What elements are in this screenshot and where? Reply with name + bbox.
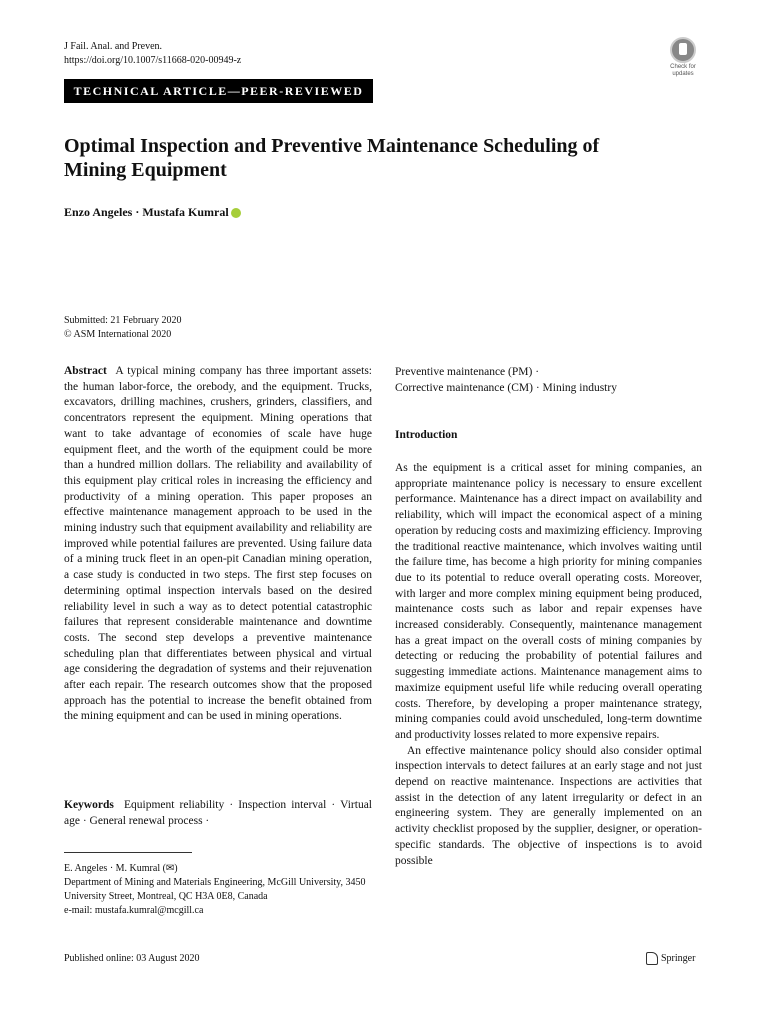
keywords: [64, 798, 372, 829]
crossmark-icon: [670, 37, 696, 63]
copyright: © ASM International 2020: [64, 329, 172, 340]
abstract-text: A typical mining company has three important assets: the human labor-force, the orebody, and the equipment. Trucks, excavators, drilling machines, crushers, grinders, classifiers, and concentrators represent the equipment. Mining operations that want to take advantage of economies of scale have huge equipment fleet, and the worth of the equipment could be more than a hundred million dollars. The reliability and availability of this equipment play critical roles in increasing the efficiency and productivity of a mining operation. This paper proposes an effective maintenance management approach to be used in the mining industry such that equipment availability and reliability are improved while potential failures are prevented. Using failure data of a mining truck fleet in an open-pit Canadian mining operation, a case study is conducted in two steps. The first step focuses on determining optimal inspection intervals based on the desired reliability level in such a way as to detect potential catastrophic failures that represent considerable maintenance and downtime costs. The second step develops a preventive maintenance scheduling plan that differentiates between physical and virtual age considering the degradation of systems and their rejuvenation after each repair. The research outcomes show that the proposed approach has the potential to increase the benefit obtained from the mining equipment and can be used in mining operations.: [64, 365, 372, 723]
publisher-logo: [646, 952, 695, 965]
author-names: Enzo Angeles · Mustafa Kumral: [64, 205, 229, 219]
orcid-icon[interactable]: [231, 208, 241, 218]
doi-link[interactable]: https://doi.org/10.1007/s11668-020-00949-z: [64, 55, 242, 66]
article-title: Optimal Inspection and Preventive Maintenance Scheduling of Mining Equipment: [64, 135, 600, 181]
abstract-label: Abstract: [64, 365, 107, 377]
abstract: [64, 364, 372, 725]
publisher-name: Springer: [661, 952, 696, 964]
affiliation-authors: E. Angeles · M. Kumral (✉): [64, 863, 178, 874]
check-updates-label-1: Check for: [670, 64, 696, 70]
journal-header: [64, 40, 241, 68]
introduction-heading: Introduction: [395, 429, 458, 441]
intro-paragraph-2: An effective maintenance policy should also consider optimal inspection intervals to detect failures at an early stage and not just depend on reactive maintenance. Inspections are activities that assist in the detection of any latent irregularity or defect in an engineering system. They are generally implemented on an activity checklist proposed by the supplier, designer, or operation-specific standards. The objective of inspections is to avoid possible: [395, 744, 702, 867]
author-affiliation: [64, 862, 372, 918]
intro-paragraph-1: As the equipment is a critical asset for mining companies, an appropriate maintenance policy is necessary to ensure excellent performance. Maintenance has a direct impact on availability and reliability, which will impact the economical aspect of a mining operation by reducing costs and maximizing efficiency. Improving the traditional reactive maintenance, which involves waiting until the failure time, has become a high priority for mining companies due to its potential to reduce overall operating costs. Moreover, with larger and more complex mining equipment being produced, maintenance costs such as labor and repair expenses have increased considerably. Consequently, maintenance management has a great impact on the overall costs of mining companies by detecting or reducing the probability of potential failures and suggesting immediate actions. Maintenance management aims to maximize equipment useful life while reducing overall operating costs. Therefore, by developing a proper maintenance strategy, mining companies could avoid unscheduled, long-term downtime and productivity losses related to more expensive repairs.: [395, 462, 702, 741]
keywords-text: Equipment reliability · Inspection interval · Virtual age · General renewal process ·: [64, 799, 372, 827]
check-for-updates-badge[interactable]: [664, 37, 702, 75]
keywords-continued-1: Preventive maintenance (PM) ·: [395, 366, 540, 378]
check-updates-label-2: updates: [672, 71, 694, 77]
keywords-label: Keywords: [64, 799, 114, 811]
keywords-continued: [395, 365, 702, 396]
keywords-continued-2: Corrective maintenance (CM) · Mining industry: [395, 381, 617, 394]
submitted-date: Submitted: 21 February 2020: [64, 315, 182, 326]
footnote-divider: [64, 852, 192, 853]
article-history: [64, 314, 182, 342]
journal-name: J Fail. Anal. and Preven.: [64, 41, 163, 52]
article-type-banner: TECHNICAL ARTICLE—PEER-REVIEWED: [64, 79, 373, 103]
introduction-body: [395, 461, 702, 869]
springer-horse-icon: [646, 952, 658, 965]
affiliation-address: Department of Mining and Materials Engineering, McGill University, 3450 University Street, Montreal, QC H3A 0E8, Canada: [64, 877, 366, 902]
published-online: Published online: 03 August 2020: [64, 953, 200, 964]
affiliation-email[interactable]: e-mail: mustafa.kumral@mcgill.ca: [64, 905, 204, 916]
author-line: [64, 205, 241, 220]
